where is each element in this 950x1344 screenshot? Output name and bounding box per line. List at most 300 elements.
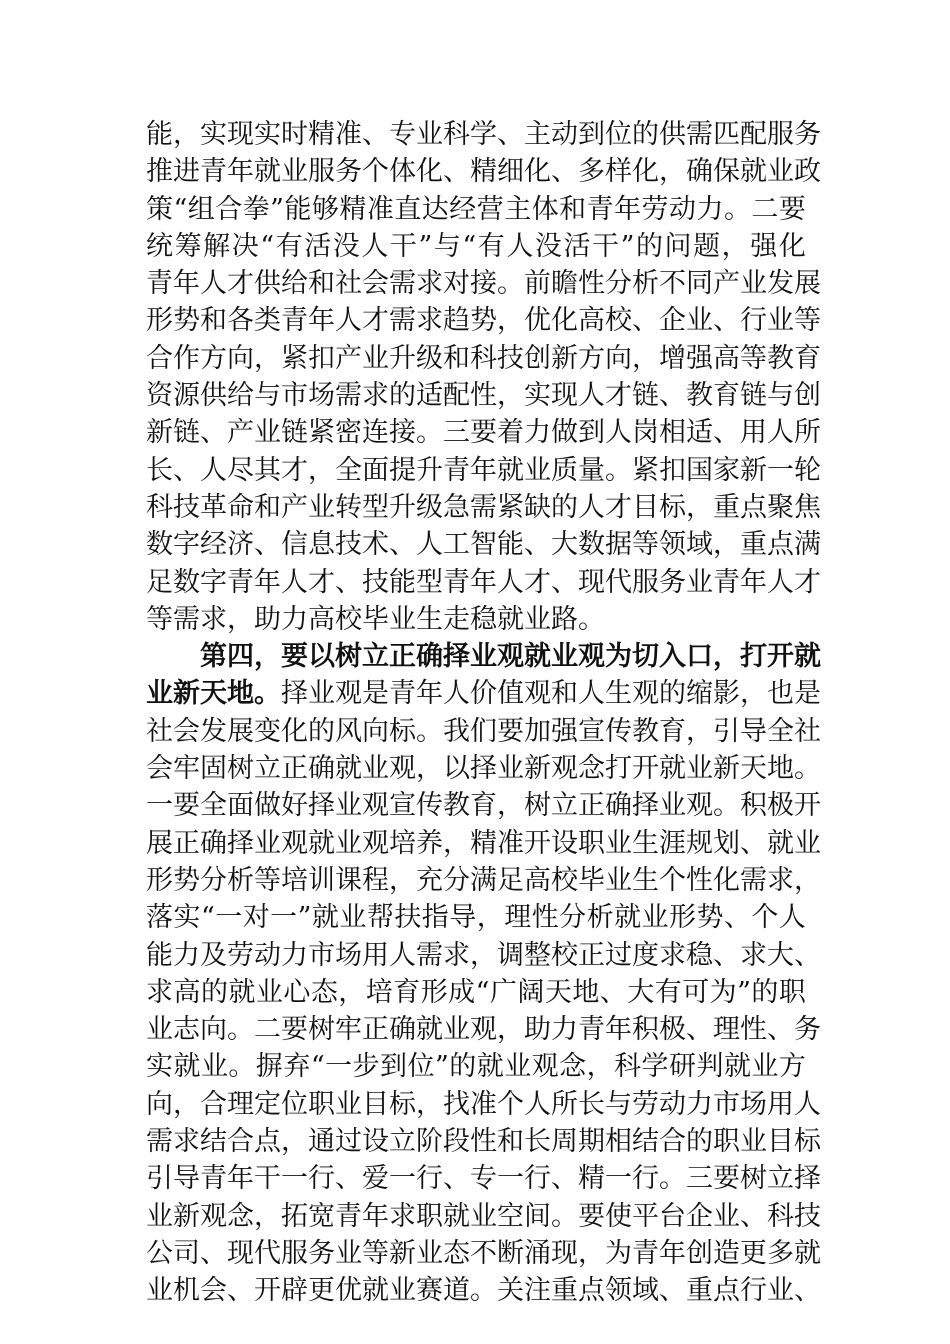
text-char: 新	[713, 753, 740, 785]
text-char: 择	[794, 1163, 821, 1195]
text-char: 。	[713, 790, 740, 822]
text-char: ，	[416, 1088, 443, 1120]
text-line	[146, 526, 821, 563]
text-char: 劳	[632, 1088, 659, 1120]
text-char: 就	[443, 1200, 470, 1232]
text-char: 准	[497, 827, 524, 859]
text-char: 求	[740, 939, 767, 971]
text-char: 多	[578, 156, 605, 188]
text-char: 没	[332, 230, 360, 262]
text-segment-char: 值	[497, 678, 524, 710]
text-char: 科	[146, 491, 173, 523]
text-char: 性	[578, 268, 605, 300]
text-char: 大	[627, 976, 655, 1008]
text-char: 打	[605, 753, 632, 785]
text-char: 高	[713, 342, 740, 374]
text-char: 。	[416, 417, 443, 449]
text-char: 生	[632, 864, 659, 896]
text-char: 面	[227, 790, 254, 822]
text-char: 信	[281, 529, 308, 561]
text-char: 动	[551, 119, 578, 150]
text-char: 培	[281, 864, 308, 896]
text-char: 长	[524, 1126, 551, 1158]
text-char: 、	[524, 529, 551, 561]
text-char: 准	[366, 193, 394, 225]
text-char: 务	[659, 566, 686, 598]
text-char: 务	[794, 119, 821, 150]
text-char: 观	[281, 827, 308, 859]
text-char: 不	[659, 268, 686, 300]
text-char: 们	[470, 715, 497, 747]
text-char: 使	[605, 1200, 632, 1232]
text-char: 就	[723, 1051, 751, 1083]
text-char: ，	[476, 902, 504, 934]
text-char: 养	[416, 827, 443, 859]
text-char: 性	[531, 902, 559, 934]
text-char: 家	[713, 454, 740, 486]
text-segment-char: 观	[632, 678, 659, 710]
text-line	[146, 899, 806, 936]
text-char: 业	[254, 827, 281, 859]
text-char: 一	[215, 902, 243, 934]
text-segment-char: 是	[362, 678, 389, 710]
text-char: 青	[443, 454, 470, 486]
text-char: 形	[146, 864, 173, 896]
text-char: ，	[470, 939, 497, 971]
text-char: ，	[443, 827, 470, 859]
text-segment-char: 生	[605, 678, 632, 710]
text-char: 会	[362, 268, 389, 300]
text-char: 一	[281, 1163, 308, 1195]
text-char: ，	[686, 715, 713, 747]
text-char: 一	[146, 790, 173, 822]
text-char: 经	[449, 193, 477, 225]
text-char: 命	[227, 491, 254, 523]
text-char: 场	[308, 380, 335, 412]
text-char: ，	[497, 1014, 524, 1046]
text-char: 目	[767, 1126, 794, 1158]
text-char: ，	[713, 641, 740, 673]
text-char: 找	[443, 1088, 470, 1120]
text-char: 人	[361, 230, 389, 262]
text-char: 势	[470, 305, 497, 337]
text-char: ，	[338, 976, 366, 1008]
text-char: ，	[389, 864, 416, 896]
text-char: 观	[200, 1200, 227, 1232]
text-char: 就	[228, 976, 256, 1008]
text-char: 才	[281, 454, 308, 486]
text-char: 人	[200, 454, 227, 486]
text-char: 、	[200, 417, 227, 449]
text-char: 就	[740, 156, 767, 188]
text-char: 业	[686, 305, 713, 337]
text-char: 就	[794, 1237, 821, 1269]
text-char: 公	[146, 1237, 173, 1269]
text-char: 确	[308, 753, 335, 785]
section-heading-continuation-char: 地	[227, 678, 254, 710]
text-char: 、	[335, 1163, 362, 1195]
text-line	[146, 787, 821, 824]
text-line	[146, 713, 821, 750]
text-char: 业	[281, 156, 308, 188]
text-char: 析	[227, 864, 254, 896]
text-char: 变	[254, 715, 281, 747]
text-char: 业	[335, 1237, 362, 1269]
text-char: 点	[767, 529, 794, 561]
text-char: 缺	[524, 491, 551, 523]
text-char: 等	[794, 305, 821, 337]
text-char: 目	[632, 491, 659, 523]
text-char: 业	[254, 417, 281, 449]
text-char: 升	[416, 454, 443, 486]
text-char: 要	[497, 715, 524, 747]
text-char: 口	[686, 641, 713, 673]
text-char: “	[462, 230, 477, 262]
text-char: 实	[200, 119, 227, 150]
text-char: 全	[767, 715, 794, 747]
text-char: 用	[740, 417, 767, 449]
text-char: 和	[443, 342, 470, 374]
text-line	[146, 825, 821, 862]
text-char: 业	[335, 790, 362, 822]
text-char: ”	[418, 230, 433, 262]
text-char: 相	[605, 1126, 632, 1158]
text-char: 就	[254, 156, 281, 188]
text-char: 息	[308, 529, 335, 561]
text-char: 活	[304, 230, 332, 262]
text-char: 创	[686, 1237, 713, 1269]
text-char: ，	[254, 342, 281, 374]
text-char: 、	[713, 305, 740, 337]
text-char: 就	[614, 902, 642, 934]
text-char: 引	[146, 1163, 173, 1195]
text-char: 、	[173, 454, 200, 486]
text-char: 达	[421, 193, 449, 225]
text-segment-char: 年	[416, 678, 443, 710]
text-char: 实	[524, 380, 551, 412]
text-char: 过	[335, 1126, 362, 1158]
text-char: 青	[713, 566, 740, 598]
text-char: 据	[605, 529, 632, 561]
text-char: ，	[586, 1051, 614, 1083]
text-char: 链	[632, 380, 659, 412]
text-char: 强	[750, 230, 778, 262]
text-char: 第	[200, 641, 227, 673]
text-char: 、	[740, 827, 767, 859]
text-char: 展	[227, 715, 254, 747]
text-char: 要	[173, 790, 200, 822]
text-char: 供	[659, 119, 686, 150]
text-char: 、	[599, 976, 627, 1008]
text-char: 面	[362, 454, 389, 486]
text-char: 标	[794, 1126, 821, 1158]
text-char: 势	[173, 864, 200, 896]
text-char: 开	[632, 753, 659, 785]
text-char: 、	[794, 1275, 821, 1307]
text-char: 理	[227, 1088, 254, 1120]
text-char: 观	[578, 641, 605, 673]
text-char: 和	[559, 193, 587, 225]
text-char: 尽	[227, 454, 254, 486]
text-char: 年	[740, 566, 767, 598]
text-line	[146, 750, 821, 787]
text-char: 等	[632, 529, 659, 561]
text-char: 革	[200, 491, 227, 523]
text-char: 实	[173, 902, 201, 934]
text-char: 化	[713, 864, 740, 896]
text-char: 求	[146, 976, 173, 1008]
text-char: 展	[794, 268, 821, 300]
text-char: 全	[200, 790, 227, 822]
text-char: 有	[275, 230, 303, 262]
text-char: 稳	[686, 939, 713, 971]
text-char: 等	[254, 864, 281, 896]
text-char: 毕	[578, 864, 605, 896]
text-char: 对	[443, 268, 470, 300]
text-segment-char: 人	[443, 678, 470, 710]
text-char: 适	[416, 380, 443, 412]
text-char: 服	[308, 156, 335, 188]
text-char: 现	[578, 566, 605, 598]
text-char: 择	[632, 790, 659, 822]
text-line	[146, 564, 821, 601]
text-char: 量	[578, 454, 605, 486]
text-char: 需	[389, 305, 416, 337]
text-char: 业	[713, 1200, 740, 1232]
text-char: 业	[659, 790, 686, 822]
text-char: ”	[297, 902, 312, 934]
text-char: 着	[497, 417, 524, 449]
text-char: 四	[227, 641, 254, 673]
text-char: 年	[254, 566, 281, 598]
text-char: ，	[254, 1200, 281, 1232]
text-char: 务	[308, 1237, 335, 1269]
text-char: 业	[362, 342, 389, 374]
text-char: 向	[605, 342, 632, 374]
text-char: 业	[740, 268, 767, 300]
text-char: 极	[659, 1014, 686, 1046]
text-char: 青	[335, 1200, 362, 1232]
text-char: 科	[614, 1051, 642, 1083]
text-char: 市	[281, 380, 308, 412]
text-char: 业	[497, 753, 524, 785]
text-char: 的	[751, 976, 779, 1008]
text-char: 念	[227, 1200, 254, 1232]
text-char: ，	[721, 230, 749, 262]
text-char: 青	[586, 193, 614, 225]
text-char: 创	[524, 342, 551, 374]
text-char: 行	[632, 1163, 659, 1195]
text-char: 技	[794, 1200, 821, 1232]
text-char: 进	[173, 156, 200, 188]
text-line	[146, 1160, 821, 1197]
text-char: 业	[605, 827, 632, 859]
text-char: 理	[713, 1014, 740, 1046]
text-char: 体	[389, 156, 416, 188]
text-char: 岗	[632, 417, 659, 449]
text-char: 与	[767, 380, 794, 412]
text-char: 过	[605, 939, 632, 971]
text-char: 步	[352, 1051, 380, 1083]
text-char: 密	[335, 417, 362, 449]
text-char: 调	[497, 939, 524, 971]
text-char: 确	[389, 1014, 416, 1046]
text-char: 传	[605, 715, 632, 747]
text-char: 行	[524, 1163, 551, 1195]
text-char: 数	[146, 529, 173, 561]
text-char: 择	[227, 827, 254, 859]
text-line	[146, 414, 821, 451]
text-char: 态	[443, 1237, 470, 1269]
text-char: ，	[281, 1126, 308, 1158]
text-char: 辟	[281, 1275, 308, 1307]
text-char: 向	[146, 1088, 173, 1120]
text-char: 、	[659, 380, 686, 412]
text-char: 长	[146, 454, 173, 486]
text-char: 的	[635, 230, 663, 262]
text-char: 导	[740, 715, 767, 747]
text-char: 新	[551, 342, 578, 374]
text-char: 业	[551, 641, 578, 673]
text-char: 行	[740, 305, 767, 337]
text-char: 字	[200, 566, 227, 598]
text-char: 、	[551, 156, 578, 188]
text-char: 个	[362, 156, 389, 188]
text-segment-char: 观	[335, 678, 362, 710]
text-char: 不	[470, 1237, 497, 1269]
text-char: 同	[686, 268, 713, 300]
text-char: 场	[740, 1088, 767, 1120]
text-line	[146, 153, 821, 190]
text-char: 社	[146, 715, 173, 747]
text-char: 动	[659, 1088, 686, 1120]
text-char: 成	[448, 976, 476, 1008]
text-char: 人	[389, 939, 416, 971]
text-char: 级	[416, 491, 443, 523]
text-char: 年	[605, 1014, 632, 1046]
text-char: 。	[228, 1051, 256, 1083]
text-char: 个	[659, 864, 686, 896]
text-char: 期	[578, 1126, 605, 1158]
text-char: 间	[524, 1200, 551, 1232]
text-line	[146, 937, 821, 974]
text-char: 育	[659, 715, 686, 747]
text-char: 连	[362, 417, 389, 449]
text-char: 求	[173, 1126, 200, 1158]
text-char: 创	[794, 380, 821, 412]
text-char: 位	[281, 1088, 308, 1120]
text-char: 、	[659, 1275, 686, 1307]
text-char: 服	[767, 119, 794, 150]
text-char: 需	[686, 119, 713, 150]
text-char: 造	[713, 1237, 740, 1269]
text-char: 地	[572, 976, 600, 1008]
text-char: 业	[416, 1237, 443, 1269]
text-char: 配	[443, 380, 470, 412]
text-char: 观	[470, 1014, 497, 1046]
text-char: 到	[578, 417, 605, 449]
text-char: 产	[335, 342, 362, 374]
text-char: 向	[200, 1014, 227, 1046]
text-char: 大	[767, 939, 794, 971]
text-char: 机	[173, 1275, 200, 1307]
text-char: 正	[173, 827, 200, 859]
text-char: 培	[389, 827, 416, 859]
text-char: 就	[311, 902, 339, 934]
text-char: 为	[605, 1237, 632, 1269]
text-char: 业	[767, 156, 794, 188]
text-char: 、	[443, 1163, 470, 1195]
text-char: 重	[551, 1275, 578, 1307]
text-char: 业	[146, 1200, 173, 1232]
text-char: 专	[470, 1163, 497, 1195]
text-char: 才	[605, 491, 632, 523]
text-char: 性	[470, 380, 497, 412]
text-char: 择	[443, 641, 470, 673]
text-char: 、	[551, 1163, 578, 1195]
text-char: 做	[551, 417, 578, 449]
text-char: 牢	[335, 1014, 362, 1046]
text-char: 能	[146, 939, 173, 971]
text-char: 立	[767, 1163, 794, 1195]
text-segment-char: 人	[578, 678, 605, 710]
text-char: 就	[476, 1051, 504, 1083]
text-char: 细	[497, 156, 524, 188]
text-char: 方	[578, 342, 605, 374]
text-char: 业	[767, 305, 794, 337]
text-char: 天	[740, 753, 767, 785]
text-char: 需	[416, 939, 443, 971]
text-char: ”	[620, 230, 635, 262]
text-char: 时	[281, 119, 308, 150]
text-char: 业	[470, 641, 497, 673]
text-char: 、	[740, 1200, 767, 1232]
text-char: 立	[389, 1126, 416, 1158]
text-char: 业	[389, 1275, 416, 1307]
text-char: 摒	[255, 1051, 283, 1083]
text-char: 升	[389, 491, 416, 523]
text-char: 干	[389, 230, 417, 262]
text-char: 。	[605, 454, 632, 486]
text-char: 、	[497, 119, 524, 150]
text-char: 人	[281, 566, 308, 598]
text-char: 人	[767, 566, 794, 598]
text-char: 给	[281, 268, 308, 300]
text-char: 涌	[524, 1237, 551, 1269]
text-line	[146, 340, 821, 377]
text-char: 才	[524, 566, 551, 598]
text-char: 行	[740, 1275, 767, 1307]
text-char: 业	[443, 1014, 470, 1046]
text-char: 教	[443, 790, 470, 822]
text-char: 心	[283, 976, 311, 1008]
text-char: 要	[281, 1014, 308, 1046]
text-char: 实	[254, 119, 281, 150]
text-char: 业	[335, 827, 362, 859]
text-char: 培	[365, 976, 393, 1008]
text-char: 求	[443, 939, 470, 971]
text-char: 市	[308, 939, 335, 971]
text-char: 势	[696, 902, 724, 934]
text-char: 求	[767, 864, 794, 896]
text-char: 年	[227, 156, 254, 188]
text-char: 才	[794, 566, 821, 598]
text-char: 能	[146, 119, 173, 150]
text-char: 、	[362, 119, 389, 150]
text-line	[146, 1235, 821, 1272]
text-segment-char: 和	[551, 678, 578, 710]
text-char: 没	[534, 230, 562, 262]
